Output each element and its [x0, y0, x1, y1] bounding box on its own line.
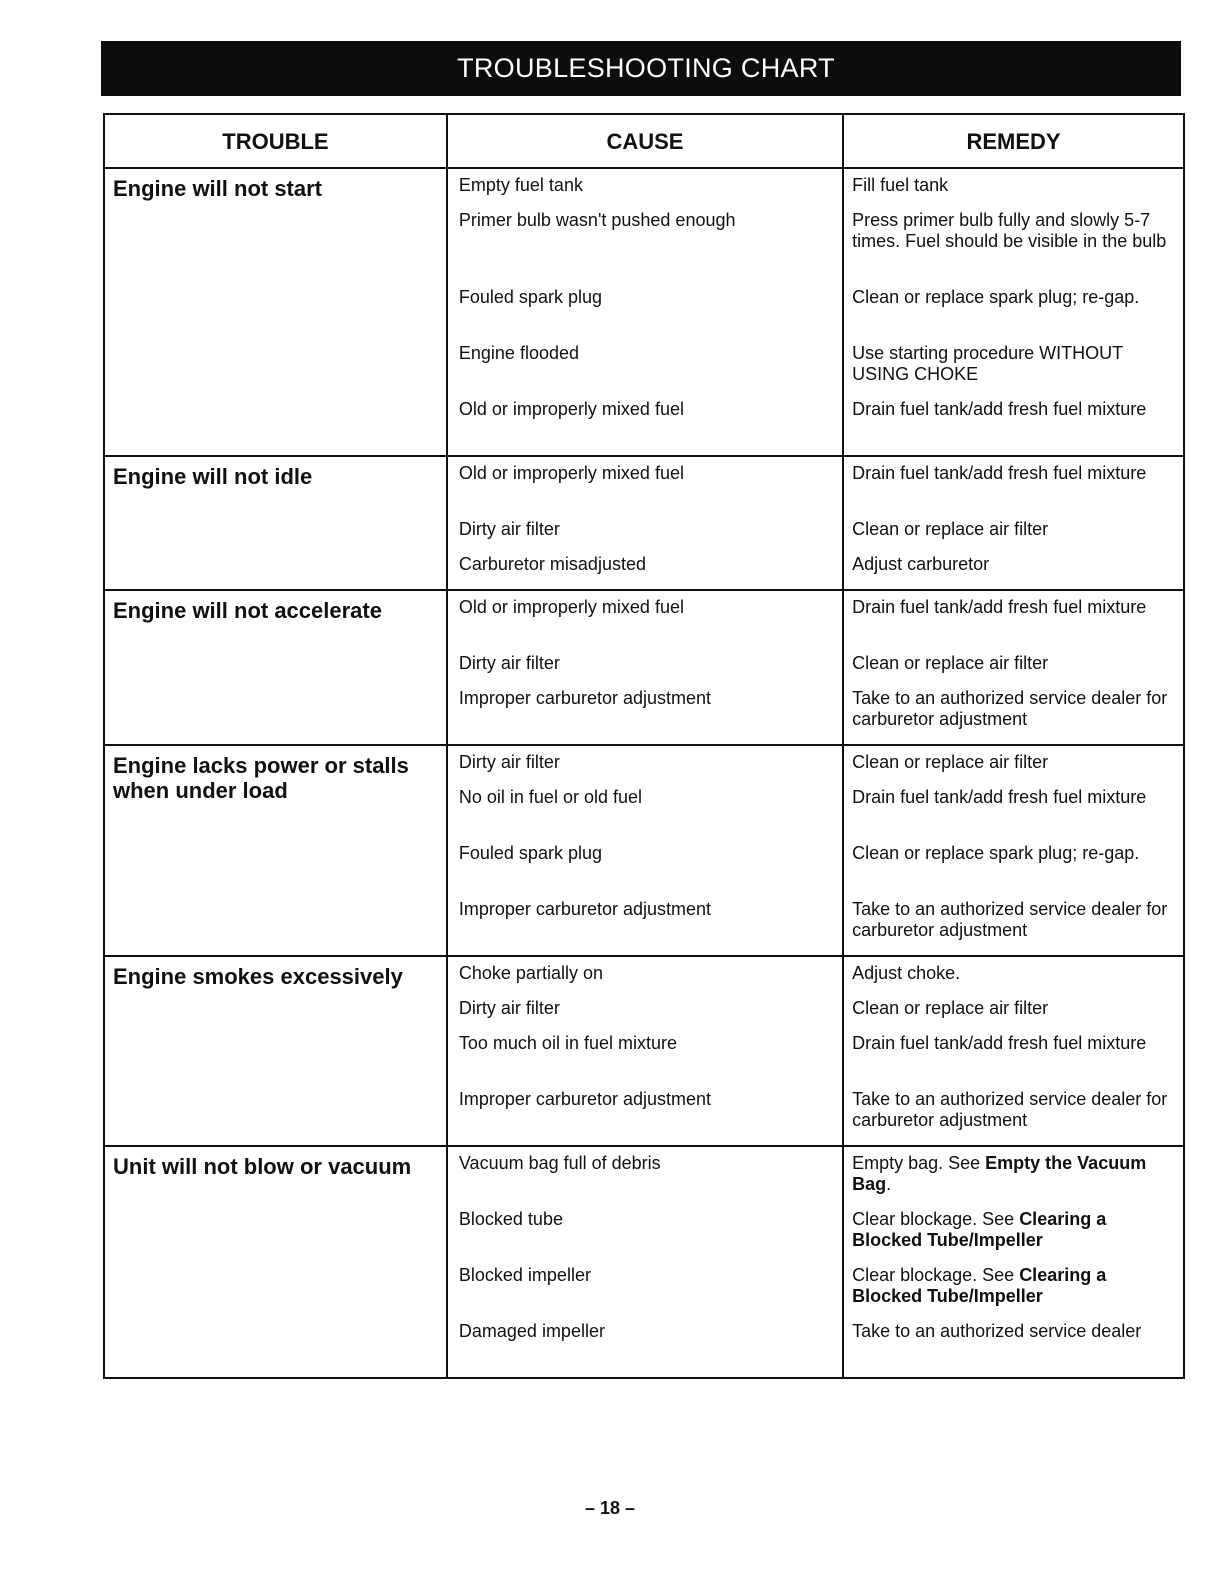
cause-item: Engine flooded — [458, 343, 579, 363]
cause-cell — [447, 745, 843, 956]
remedy-cell — [843, 745, 1184, 956]
remedy-text: Clean or replace spark plug; re-gap. — [852, 287, 1140, 307]
header-trouble: TROUBLE — [104, 114, 447, 168]
remedy-item — [852, 963, 1174, 984]
remedy-item — [852, 343, 1174, 385]
remedy-text: Press primer bulb fully and slowly 5-7 times. Fuel should be visible in the bulb — [852, 210, 1167, 251]
cause-item: No oil in fuel or old fuel — [458, 787, 642, 807]
remedy-item — [852, 1321, 1174, 1363]
trouble-cell: Engine will not start — [104, 168, 447, 456]
remedy-reference: Clearing a Blocked Tube/Impeller — [852, 1209, 1107, 1250]
remedy-text: Take to an authorized service dealer — [852, 1321, 1142, 1341]
remedy-text: Take to an authorized service dealer for carburetor adjustment — [852, 1089, 1168, 1130]
remedy-text: Adjust carburetor — [852, 554, 990, 574]
trouble-cell: Unit will not blow or vacuum — [104, 1146, 447, 1378]
troubleshooting-table — [103, 113, 1185, 1379]
remedy-item — [852, 399, 1174, 441]
remedy-text: Clean or replace air filter — [852, 653, 1049, 673]
remedy-item — [852, 519, 1174, 540]
remedy-text: Clear blockage. See — [852, 1209, 1020, 1229]
remedy-reference: Clearing a Blocked Tube/Impeller — [852, 1265, 1107, 1306]
remedy-text: Drain fuel tank/add fresh fuel mixture — [852, 1033, 1147, 1053]
remedy-text-end: . — [886, 1174, 892, 1194]
remedy-cell — [843, 456, 1184, 590]
trouble-cell: Engine will not idle — [104, 456, 447, 590]
remedy-item — [852, 554, 1174, 575]
remedy-text: Drain fuel tank/add fresh fuel mixture — [852, 787, 1147, 807]
cause-item: Primer bulb wasn't pushed enough — [458, 210, 736, 230]
remedy-item — [852, 998, 1174, 1019]
cause-item: Damaged impeller — [458, 1321, 605, 1341]
table-row — [104, 1146, 1184, 1378]
table-row — [104, 956, 1184, 1146]
remedy-text: Clean or replace air filter — [852, 998, 1049, 1018]
remedy-item — [852, 688, 1174, 730]
remedy-text: Drain fuel tank/add fresh fuel mixture — [852, 463, 1147, 483]
cause-item: Carburetor misadjusted — [458, 554, 646, 574]
cause-cell — [447, 590, 843, 745]
remedy-text: Clean or replace spark plug; re-gap. — [852, 843, 1140, 863]
remedy-cell — [843, 168, 1184, 456]
remedy-text: Clear blockage. See — [852, 1265, 1020, 1285]
remedy-text: Drain fuel tank/add fresh fuel mixture — [852, 399, 1147, 419]
remedy-cell — [843, 590, 1184, 745]
remedy-item — [852, 1209, 1174, 1251]
table-row — [104, 590, 1184, 745]
remedy-item — [852, 787, 1174, 829]
cause-item: Too much oil in fuel mixture — [458, 1033, 677, 1053]
remedy-item — [852, 843, 1174, 885]
cause-item: Blocked tube — [458, 1209, 563, 1229]
cause-item: Dirty air filter — [458, 752, 560, 772]
cause-item: Old or improperly mixed fuel — [458, 463, 684, 483]
cause-item: Improper carburetor adjustment — [458, 1089, 712, 1109]
cause-item: Vacuum bag full of debris — [458, 1153, 661, 1173]
cause-item: Improper carburetor adjustment — [458, 688, 712, 708]
remedy-item — [852, 597, 1174, 639]
cause-cell — [447, 956, 843, 1146]
table-row — [104, 745, 1184, 956]
remedy-text: Drain fuel tank/add fresh fuel mixture — [852, 597, 1147, 617]
page-title: TROUBLESHOOTING CHART — [101, 41, 1181, 96]
page-number: – 18 – — [584, 1498, 636, 1518]
remedy-item — [852, 1033, 1174, 1075]
cause-item: Choke partially on — [458, 963, 603, 983]
remedy-cell — [843, 1146, 1184, 1378]
header-remedy: REMEDY — [843, 114, 1184, 168]
cause-item: Old or improperly mixed fuel — [458, 597, 684, 617]
remedy-text: Fill fuel tank — [852, 175, 949, 195]
remedy-text: Clean or replace air filter — [852, 752, 1049, 772]
cause-item: Dirty air filter — [458, 998, 560, 1018]
remedy-item — [852, 653, 1174, 674]
table-header-row — [104, 114, 1184, 168]
remedy-item — [852, 210, 1174, 273]
remedy-text: Empty bag. See — [852, 1153, 986, 1173]
trouble-cell: Engine will not accelerate — [104, 590, 447, 745]
cause-item: Empty fuel tank — [458, 175, 583, 195]
remedy-item — [852, 1089, 1174, 1131]
cause-item: Improper carburetor adjustment — [458, 899, 712, 919]
cause-item: Dirty air filter — [458, 653, 560, 673]
remedy-item — [852, 175, 1174, 196]
remedy-item — [852, 287, 1174, 329]
cause-cell — [447, 168, 843, 456]
table-body — [104, 168, 1184, 1378]
remedy-text: Clean or replace air filter — [852, 519, 1049, 539]
cause-item: Fouled spark plug — [458, 287, 602, 307]
cause-item: Blocked impeller — [458, 1265, 591, 1285]
trouble-cell: Engine smokes excessively — [104, 956, 447, 1146]
trouble-cell: Engine lacks power or stalls when under load — [104, 745, 447, 956]
remedy-reference: Empty the Vacuum Bag — [852, 1153, 1147, 1194]
remedy-text: Adjust choke. — [852, 963, 961, 983]
remedy-item — [852, 752, 1174, 773]
cause-item: Dirty air filter — [458, 519, 560, 539]
remedy-text: Take to an authorized service dealer for carburetor adjustment — [852, 688, 1168, 729]
remedy-item — [852, 463, 1174, 505]
remedy-cell — [843, 956, 1184, 1146]
cause-item: Old or improperly mixed fuel — [458, 399, 684, 419]
table-row — [104, 456, 1184, 590]
remedy-item — [852, 899, 1174, 941]
remedy-item — [852, 1153, 1174, 1195]
cause-cell — [447, 456, 843, 590]
table-row — [104, 168, 1184, 456]
header-cause: CAUSE — [447, 114, 843, 168]
cause-cell — [447, 1146, 843, 1378]
remedy-text: Use starting procedure WITHOUT USING CHOKE — [852, 343, 1123, 384]
remedy-item — [852, 1265, 1174, 1307]
remedy-text: Take to an authorized service dealer for carburetor adjustment — [852, 899, 1168, 940]
cause-item: Fouled spark plug — [458, 843, 602, 863]
